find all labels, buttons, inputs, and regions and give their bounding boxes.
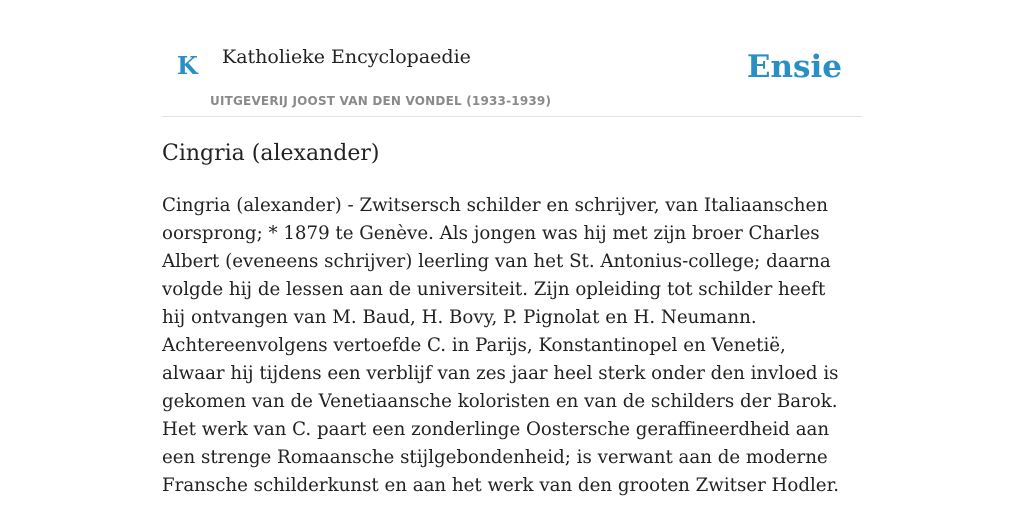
- encyclopedia-name[interactable]: Katholieke Encyclopaedie: [222, 46, 471, 68]
- article-title: Cingria (alexander): [162, 141, 380, 166]
- ensie-brand-link[interactable]: Ensie: [746, 49, 842, 85]
- encyclopedia-logo-icon[interactable]: K: [177, 51, 198, 80]
- publisher-label: UITGEVERIJ JOOST VAN DEN VONDEL (1933-1939): [210, 94, 552, 108]
- site-header: [162, 0, 862, 117]
- article-body: Cingria (alexander) - Zwitsersch schilder en schrijver, van Italiaanschen oorsprong; * 1879 te Genève. Als jongen was hij met zijn broer Charles Albert (eveneens schrijver) leerling van het St. Antonius-college; daarna volgde hij de lessen aan de universiteit. Zijn opleiding tot schilder heeft hij ontvangen van M. Baud, H. Bovy, P. Pignolat en H. Neumann. Achtereenvolgens vertoefde C. in Parijs, Konstantinopel en Venetië, alwaar hij tijdens een verblijf van zes jaar heel sterk onder den invloed is gekomen van de Venetiaansche koloristen en van de schilders der Barok. Het werk van C. paart een zonderlinge Oostersche geraffineerdheid aan een strenge Romaansche stijlgebondenheid; is verwant aan de moderne Fransche schilderkunst en aan het werk van den grooten Zwitser Hodler.: [162, 195, 840, 496]
